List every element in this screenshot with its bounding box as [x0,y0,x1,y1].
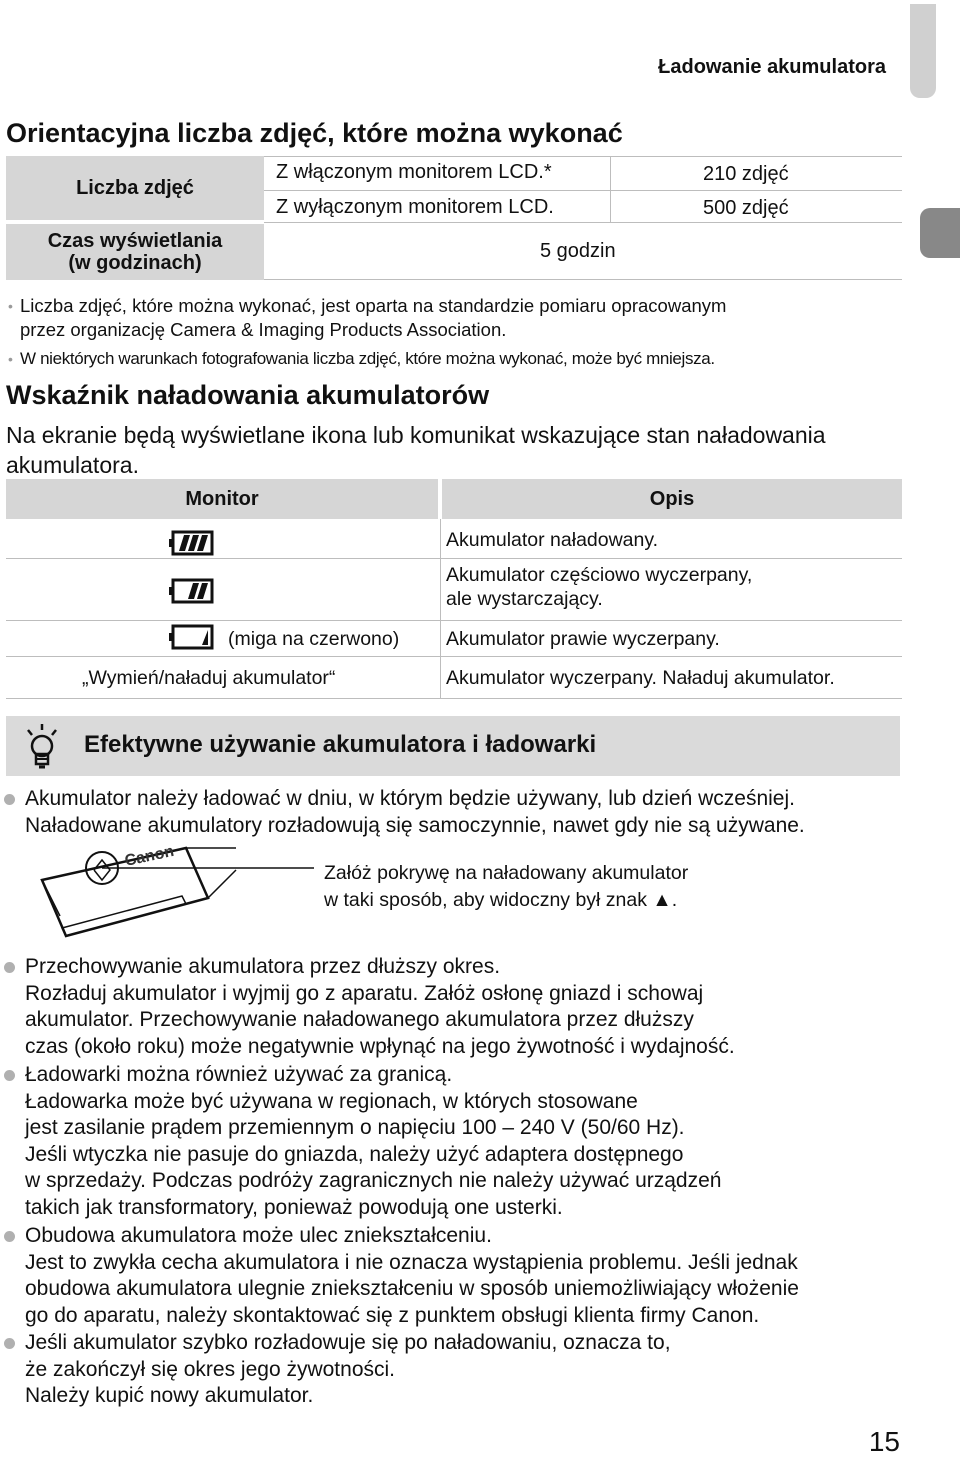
battery-low-icon [168,624,214,655]
lcd-off-label: Z wyłączonym monitorem LCD. [276,196,554,218]
label-shot-count: Liczba zdjęć [6,156,264,220]
lcd-off-value: 500 zdjęć [703,197,789,219]
battery-cover-illustration [36,840,316,945]
shots-table [6,156,902,280]
col-desc-header: Opis [442,479,902,519]
tip-charge-day: Akumulator należy ładować w dniu, w którym będzie używany, lub dzień wcześniej. Naładowane akumulatory rozładowują się samoczynnie, nawet gdy nie są używane. [25,786,805,839]
note-standard: • Liczba zdjęć, które można wykonać, jest oparta na standardzie pomiaru opracowanym przez organizację Camera & Imaging Products Association. [8,295,727,340]
label-time-line2: (w godzinach) [68,252,202,274]
desc-low: Akumulator prawie wyczerpany. [446,628,720,650]
tip-deformation: Obudowa akumulatora może ulec zniekształceniu. Jest to zwykła cecha akumulatora i nie oznacza wystąpienia problemu. Jeśli jednak obudowa akumulatora ulegnie zniekształceniu w sposób uniemożliwiający włożenie go do aparatu, należy skontaktować się z punktem obsługi klienta firmy Canon. [25,1223,799,1329]
desc-full: Akumulator naładowany. [446,529,659,551]
lcd-on-label: Z włączonym monitorem LCD.* [276,161,552,183]
desc-empty: Akumulator wyczerpany. Naładuj akumulator. [446,667,835,689]
lightbulb-icon [22,722,62,777]
note-conditions: • W niektórych warunkach fotografowania liczba zdjęć, które można wykonać, może być mniejsza. [8,349,715,368]
page-number: 15 [868,1426,900,1457]
playback-time-value: 5 godzin [540,240,616,262]
tip-title: Efektywne używanie akumulatora i ładowarki [84,731,597,758]
cover-caption: Załóż pokrywę na naładowany akumulator w taki sposób, aby widoczny był znak ▲. [324,862,689,911]
replace-battery-message: „Wymień/naładuj akumulator“ [82,667,336,689]
col-monitor-header: Monitor [6,479,438,519]
running-header: Ładowanie akumulatora [658,56,886,78]
tip-end-of-life: Jeśli akumulator szybko rozładowuje się po naładowaniu, oznacza to, że zakończył się okres jego żywotności. Należy kupić nowy akumulator. [25,1330,671,1410]
canon-logo: Canon [123,842,176,870]
chapter-tab [920,208,960,258]
page-edge-tab [910,4,936,98]
label-time-line1: Czas wyświetlania [47,230,223,252]
lcd-on-value: 210 zdjęć [703,163,789,185]
indicator-intro: Na ekranie będą wyświetlane ikona lub komunikat wskazujące stan naładowania akumulatora. [6,422,826,478]
blink-note: (miga na czerwono) [228,628,400,650]
battery-partial-icon [168,578,214,609]
desc-partial: Akumulator częściowo wyczerpany, ale wystarczający. [446,564,753,610]
shots-heading: Orientacyjna liczba zdjęć, które można wykonać [6,118,623,148]
label-playback-time [6,224,264,280]
battery-full-icon [168,530,214,561]
indicator-heading: Wskaźnik naładowania akumulatorów [6,380,490,410]
tip-abroad: Ładowarki można również używać za granicą. Ładowarka może być używana w regionach, w których stosowane jest zasilanie prądem przemiennym o napięciu 100 – 240 V (50/60 Hz). Jeśli wtyczka nie pasuje do gniazda, należy użyć adaptera dostępnego w sprzedaży. Podczas podróży zagranicznych nie należy używać urządzeń takich jak transformatory, ponieważ powodują one usterki. [25,1062,721,1221]
tip-storage: Przechowywanie akumulatora przez dłuższy okres. Rozładuj akumulator i wyjmij go z aparatu. Załóż osłonę gniazd i schowaj akumulator. Przechowywanie naładowanego akumulatora przez dłuższy czas (około roku) może negatywnie wpłynąć na jego żywotność i wydajność. [25,954,735,1060]
